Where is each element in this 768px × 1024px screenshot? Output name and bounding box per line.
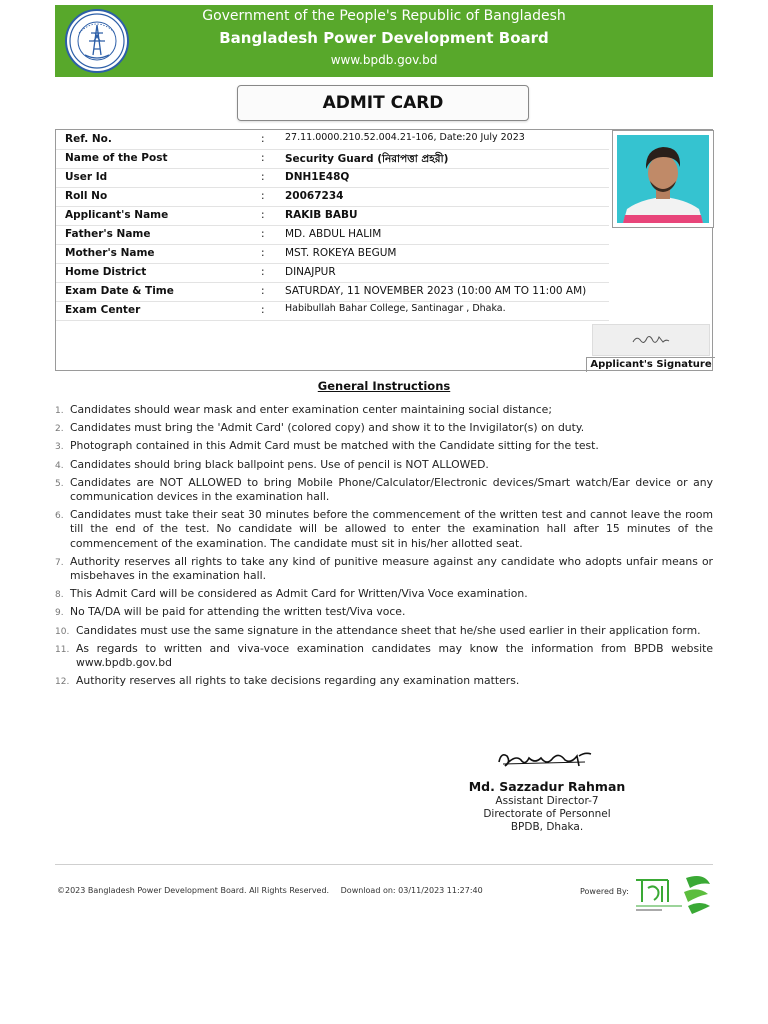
instruction-number: 9. bbox=[55, 608, 64, 619]
applicant-signature-label: Applicant's Signature bbox=[586, 357, 715, 372]
info-row-father-name bbox=[56, 225, 609, 245]
instruction-number: 5. bbox=[55, 478, 64, 489]
field-colon: : bbox=[261, 190, 265, 202]
field-colon: : bbox=[261, 171, 265, 183]
general-instructions-title: General Instructions bbox=[317, 379, 451, 393]
footer-download-time: Download on: 03/11/2023 11:27:40 bbox=[340, 886, 483, 895]
instruction-item bbox=[55, 458, 713, 472]
field-value: RAKIB BABU bbox=[285, 209, 358, 221]
instruction-item bbox=[55, 403, 713, 417]
authority-name: Md. Sazzadur Rahman bbox=[468, 779, 626, 794]
instruction-number: 11. bbox=[55, 644, 70, 655]
info-row-roll-no bbox=[56, 187, 609, 207]
powered-by-label: Powered By: bbox=[580, 887, 629, 896]
info-row-mother-name bbox=[56, 244, 609, 264]
website-link[interactable]: www.bpdb.gov.bd bbox=[330, 53, 438, 67]
instruction-text: Candidates should bring black ballpoint pens. Use of pencil is NOT ALLOWED. bbox=[70, 457, 489, 471]
authority-designation: Assistant Director-7 bbox=[495, 795, 599, 807]
field-colon: : bbox=[261, 304, 265, 316]
footer-copyright: ©2023 Bangladesh Power Development Board. All Rights Reserved. bbox=[57, 886, 330, 895]
info-row-applicant-name bbox=[56, 206, 609, 226]
field-value: MD. ABDUL HALIM bbox=[285, 228, 382, 240]
authority-office: Directorate of Personnel bbox=[483, 808, 611, 820]
instruction-item bbox=[55, 476, 713, 504]
instruction-text: Candidates are NOT ALLOWED to bring Mobile Phone/Calculator/Electronic devices/Smart watch/Ear device or any communication devices in the examination hall. bbox=[70, 475, 713, 504]
field-value: SATURDAY, 11 NOVEMBER 2023 (10:00 AM TO 11:00 AM) bbox=[285, 285, 587, 297]
info-row-user-id bbox=[56, 168, 609, 188]
field-colon: : bbox=[261, 266, 265, 278]
field-label: Name of the Post bbox=[65, 152, 168, 164]
instruction-number: 8. bbox=[55, 590, 64, 601]
instruction-item bbox=[55, 439, 713, 453]
field-value: 20067234 bbox=[285, 190, 344, 202]
footer-divider bbox=[55, 864, 713, 865]
instruction-number: 3. bbox=[55, 442, 64, 453]
instruction-text: Photograph contained in this Admit Card must be matched with the Candidate sitting for the test. bbox=[70, 439, 599, 453]
instruction-text: Candidates must bring the 'Admit Card' (colored copy) and show it to the Invigilator(s) on duty. bbox=[70, 421, 585, 435]
footer-info bbox=[57, 886, 492, 895]
field-colon: : bbox=[261, 133, 265, 145]
instruction-item bbox=[55, 624, 713, 638]
instruction-number: 7. bbox=[55, 557, 64, 568]
field-colon: : bbox=[261, 247, 265, 259]
field-label: Ref. No. bbox=[65, 133, 112, 145]
info-row-post-name bbox=[56, 149, 609, 169]
field-value: Habibullah Bahar College, Santinagar , Dhaka. bbox=[285, 303, 506, 314]
instruction-text: Candidates should wear mask and enter examination center maintaining social distance; bbox=[70, 403, 552, 416]
field-label: Roll No bbox=[65, 190, 108, 202]
field-colon: : bbox=[261, 209, 265, 221]
instruction-text: Authority reserves all rights to take any kind of punitive measure against any candidate who adopts unfair means or misbehaves in the examination hall. bbox=[70, 554, 713, 583]
info-row-exam-date bbox=[56, 282, 609, 302]
instruction-number: 4. bbox=[55, 460, 64, 471]
instruction-number: 10. bbox=[55, 626, 70, 637]
instruction-item bbox=[55, 587, 713, 601]
admit-card-title: ADMIT CARD bbox=[237, 85, 529, 121]
authority-signature-image bbox=[495, 748, 595, 776]
field-label: Home District bbox=[65, 266, 147, 278]
instruction-item bbox=[55, 421, 713, 435]
field-value: MST. ROKEYA BEGUM bbox=[285, 247, 397, 259]
field-value: DNH1E48Q bbox=[285, 171, 350, 183]
instruction-text: Candidates must take their seat 30 minutes before the commencement of the written test and cannot leave the room till the end of the test. No candidate will be allowed to enter the examination hall after 15 minutes of the commencement of the examination. The candidate must sit in his/her allotted seat. bbox=[70, 508, 713, 550]
instruction-text: This Admit Card will be considered as Admit Card for Written/Viva Voce examination. bbox=[70, 587, 528, 601]
instruction-item bbox=[55, 674, 713, 688]
instruction-item bbox=[55, 605, 713, 619]
info-row-home-district bbox=[56, 263, 609, 283]
field-colon: : bbox=[261, 285, 265, 297]
organization-title: Bangladesh Power Development Board bbox=[219, 29, 549, 47]
instruction-number: 1. bbox=[55, 406, 64, 416]
field-label: Exam Center bbox=[65, 304, 141, 316]
instruction-item bbox=[55, 642, 713, 670]
instruction-number: 12. bbox=[55, 677, 70, 688]
authority-location: BPDB, Dhaka. bbox=[510, 821, 584, 833]
instruction-item bbox=[55, 555, 713, 583]
instructions-list bbox=[55, 403, 713, 692]
info-row-exam-center bbox=[56, 301, 609, 321]
government-title: Government of the People's Republic of Bangladesh bbox=[202, 8, 566, 24]
field-label: Father's Name bbox=[65, 228, 151, 240]
field-value: 27.11.0000.210.52.004.21-106, Date:20 July 2023 bbox=[285, 132, 525, 143]
field-value: Security Guard (নিরাপত্তা প্রহরী) bbox=[285, 153, 449, 165]
instruction-number: 2. bbox=[55, 424, 64, 435]
field-label: Exam Date & Time bbox=[65, 285, 174, 297]
field-colon: : bbox=[261, 228, 265, 240]
field-value: DINAJPUR bbox=[285, 266, 336, 278]
field-colon: : bbox=[261, 152, 265, 164]
instruction-text: No TA/DA will be paid for attending the written test/Viva voce. bbox=[70, 605, 406, 619]
instruction-text: As regards to written and viva-voce examination candidates may know the information from BPDB website www.bpdb.gov.bd bbox=[76, 641, 713, 670]
instruction-item bbox=[55, 508, 713, 551]
instruction-number: 6. bbox=[55, 511, 64, 522]
instruction-text: Candidates must use the same signature in the attendance sheet that he/she used earlier in their application form. bbox=[76, 623, 701, 637]
teletalk-logo bbox=[632, 872, 714, 918]
page-header bbox=[55, 5, 713, 77]
field-label: User Id bbox=[65, 171, 108, 183]
info-row-ref-no bbox=[56, 130, 609, 150]
applicant-photo bbox=[612, 130, 714, 228]
instruction-text: Authority reserves all rights to take decisions regarding any examination matters. bbox=[76, 674, 520, 688]
applicant-info-box bbox=[55, 129, 713, 371]
field-label: Mother's Name bbox=[65, 247, 155, 259]
field-label: Applicant's Name bbox=[65, 209, 169, 221]
applicant-signature-image bbox=[592, 324, 710, 356]
